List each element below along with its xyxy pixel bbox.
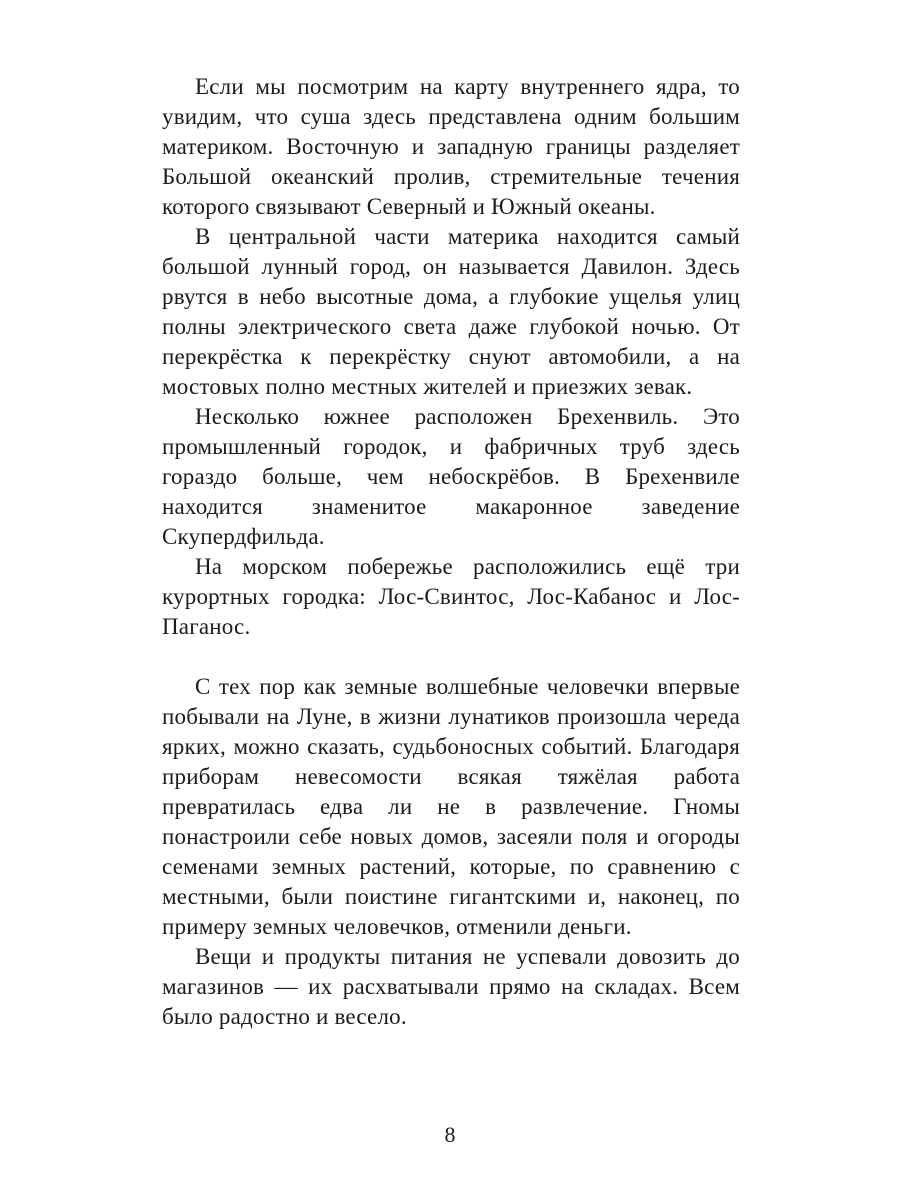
page-number: 8 — [444, 1122, 456, 1147]
paragraph: С тех пор как земные волшебные человечки впервые побывали на Луне, в жизни лунатиков произошла череда ярких, можно сказать, судьбоносных событий. Благодаря приборам невесомости всякая тяжёлая работа превратилась едва ли не в развлечение. Гномы понастроили себе новых домов, засеяли поля и огороды семенами земных растений, которые, по сравнению с местными, были поистине гигантскими и, наконец, по примеру земных человечков, отменили деньги. — [162, 674, 740, 939]
paragraph: Если мы посмотрим на карту внутреннего ядра, то увидим, что суша здесь представлена одним большим материком. Восточную и западную границы разделяет Большой океанский пролив, стремительные течения которого связывают Северный и Южный океаны. — [162, 74, 740, 219]
section-break — [162, 642, 740, 672]
text-block — [162, 72, 740, 1032]
paragraph: Несколько южнее расположен Брехенвиль. Это промышленный городок, и фабричных труб здесь гораздо больше, чем небоскрёбов. В Брехенвиле находится знаменитое макаронное заведение Скупердфильда. — [162, 404, 740, 549]
paragraph: На морском побережье расположились ещё три курортных городка: Лос-Свинтос, Лос-Кабанос и Лос-Паганос. — [162, 554, 740, 639]
paragraph: В центральной части материка находится самый большой лунный город, он называется Давилон. Здесь рвутся в небо высотные дома, а глубокие ущелья улиц полны электрического света даже глубокой ночью. От перекрёстка к перекрёстку снуют автомобили, а на мостовых полно местных жителей и приезжих зевак. — [162, 224, 740, 399]
paragraph: Вещи и продукты питания не успевали довозить до магазинов — их расхватывали прямо на складах. Всем было радостно и весело. — [162, 944, 740, 1029]
